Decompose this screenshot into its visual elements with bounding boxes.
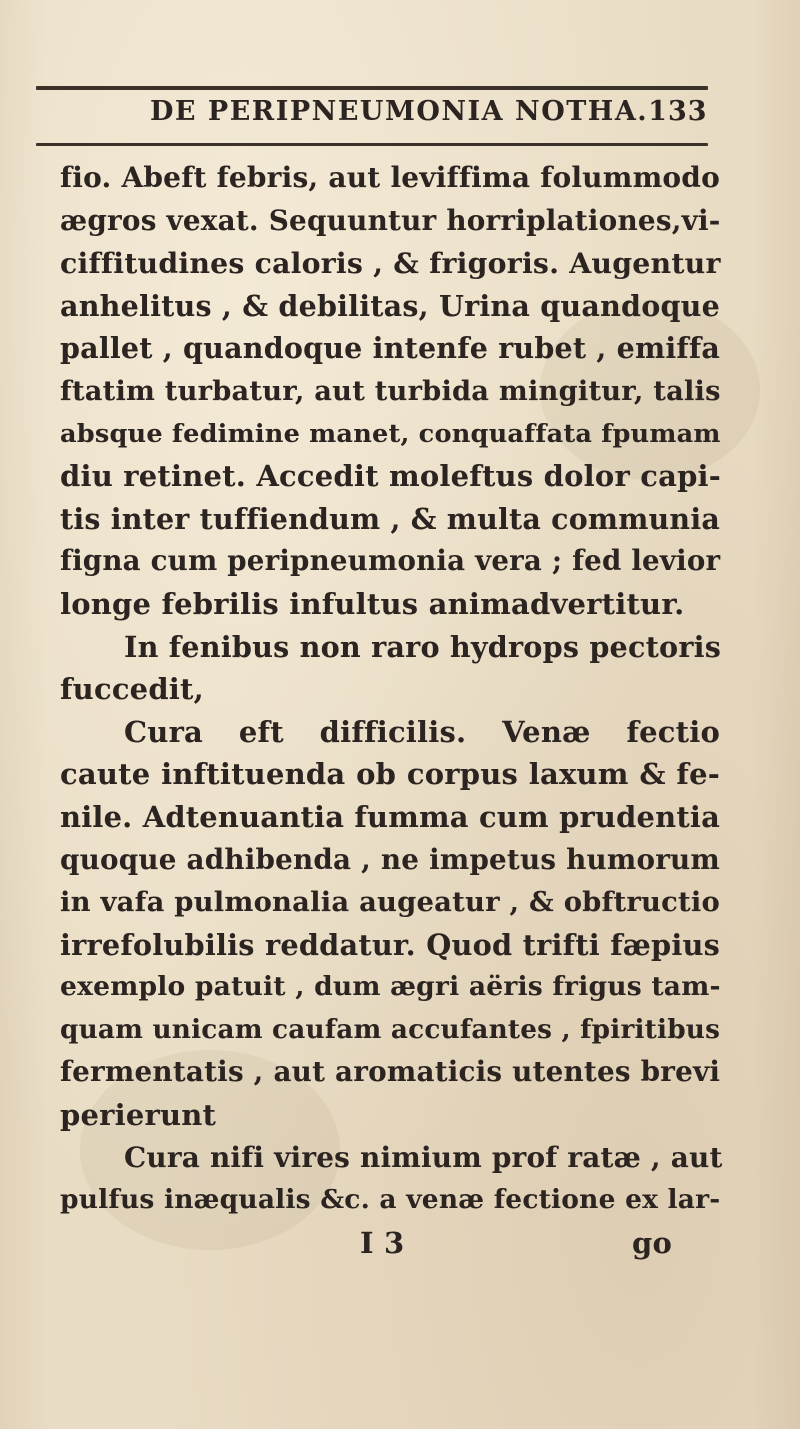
- text-line: absque fedimine manet, conquaffata fpumam: [60, 418, 721, 449]
- catchword: go: [631, 1225, 672, 1260]
- running-title: DE PERIPNEUMONIA NOTHA.: [150, 96, 649, 127]
- signature-mark: I 3: [360, 1225, 405, 1260]
- text-line: ægros vexat. Sequuntur horriplationes,vi-: [60, 203, 721, 237]
- text-line: pallet , quandoque intenfe rubet , emiffa: [60, 331, 720, 366]
- text-line: caute inftituenda ob corpus laxum & fe-: [60, 757, 720, 792]
- text-line: fio. Abeft febris, aut leviffima folummodo: [60, 161, 720, 194]
- text-line: pulfus inæqualis &c. a venæ fectione ex lar-: [60, 1184, 721, 1216]
- text-line: quam unicam caufam accufantes , fpiritibus: [60, 1013, 721, 1045]
- text-line: ciffitudines caloris , & frigoris. Augentur: [60, 246, 721, 281]
- text-line: anhelitus , & debilitas, Urina quandoque: [60, 288, 720, 323]
- text-line: nile. Adtenuantia fumma cum prudentia: [60, 799, 721, 834]
- body-text: [60, 157, 723, 1264]
- text-line: Cura nifi vires nimium prof ratæ , aut: [124, 1140, 723, 1174]
- text-line: irrefolubilis reddatur. Quod trifti fæpius: [60, 927, 720, 962]
- page-number: 133: [648, 96, 708, 127]
- text-line: in vafa pulmonalia augeatur , & obftructio: [60, 886, 720, 919]
- text-line: diu retinet. Accedit moleftus dolor capi-: [60, 459, 721, 494]
- text-line: fuccedit,: [60, 672, 204, 707]
- text-line: longe febrilis infultus animadvertitur.: [60, 586, 685, 621]
- header-top-rule: [36, 86, 708, 90]
- text-line: tis inter tuffiendum , & multa communia: [60, 501, 720, 536]
- text-line: exemplo patuit , dum ægri aëris frigus tam-: [60, 971, 721, 1003]
- text-line: In fenibus non raro hydrops pectoris: [124, 629, 722, 664]
- text-line: fermentatis , aut aromaticis utentes brevi: [60, 1055, 721, 1089]
- text-line: quoque adhibenda , ne impetus humorum: [60, 842, 720, 876]
- text-line: ftatim turbatur, aut turbida mingitur, talis: [60, 374, 721, 407]
- header-bottom-rule: [36, 143, 708, 146]
- text-line: figna cum peripneumonia vera ; fed levior: [60, 544, 721, 578]
- text-line: Cura eft difficilis. Venæ fectio: [124, 714, 720, 749]
- running-head: [150, 96, 710, 136]
- footer-line: [60, 1222, 720, 1265]
- text-line: perierunt: [60, 1098, 217, 1133]
